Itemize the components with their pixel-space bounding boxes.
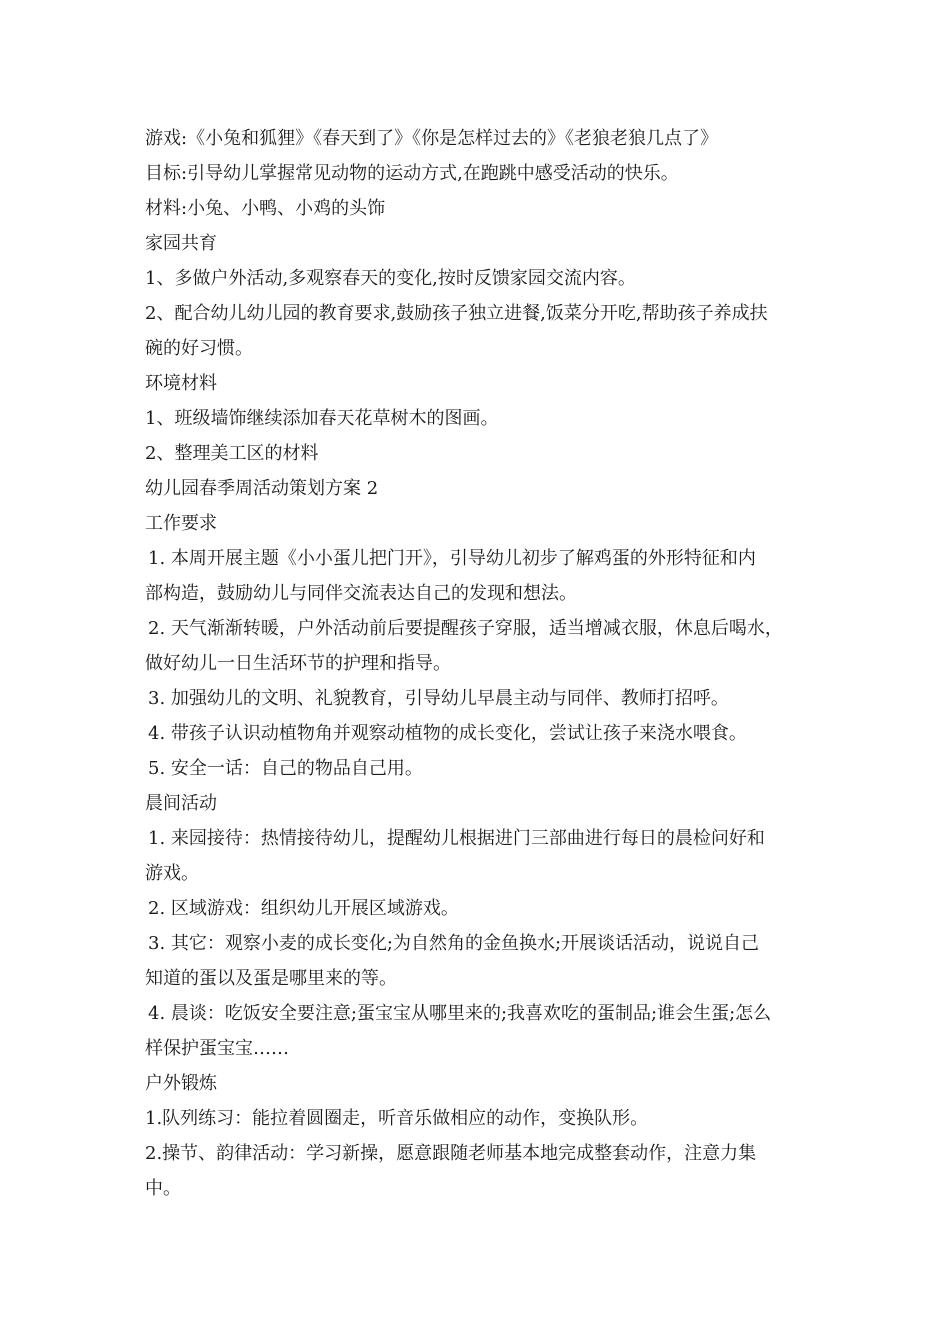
text-line: 知道的蛋以及蛋是哪里来的等。 — [145, 968, 397, 989]
text-line: 游戏。 — [145, 863, 199, 884]
text-line: 户外锻炼 — [145, 1073, 217, 1094]
text-line: 游戏:《小兔和狐狸》《春天到了》《你是怎样过去的》《老狼老狼几点了》 — [145, 128, 719, 149]
document-body — [145, 121, 825, 1206]
text-line: 1、班级墙饰继续添加春天花草树木的图画。 — [145, 408, 499, 429]
text-line: 部构造，鼓励幼儿与同伴交流表达自己的发现和想法。 — [145, 583, 577, 604]
text-line: 幼儿园春季周活动策划方案 2 — [145, 478, 379, 499]
text-line: 晨间活动 — [145, 793, 217, 814]
text-line: 1. 来园接待：热情接待幼儿，提醒幼儿根据进门三部曲进行每日的晨检问好和 — [148, 828, 765, 849]
text-line: 1、多做户外活动,多观察春天的变化,按时反馈家园交流内容。 — [145, 268, 636, 289]
text-line: 家园共育 — [145, 233, 217, 254]
text-line: 2. 区域游戏：组织幼儿开展区域游戏。 — [148, 898, 459, 919]
text-line: 环境材料 — [145, 373, 217, 394]
text-line: 样保护蛋宝宝…… — [145, 1038, 289, 1059]
text-line: 材料:小兔、小鸭、小鸡的头饰 — [145, 198, 386, 219]
text-line: 2、配合幼儿幼儿园的教育要求,鼓励孩子独立进餐,饭菜分开吃,帮助孩子养成扶 — [145, 303, 768, 324]
text-line: 2、整理美工区的材料 — [145, 443, 319, 464]
text-line: 中。 — [145, 1178, 181, 1199]
text-line: 4. 带孩子认识动植物角并观察动植物的成长变化，尝试让孩子来浇水喂食。 — [148, 723, 747, 744]
text-line: 3. 其它：观察小麦的成长变化;为自然角的金鱼换水;开展谈话活动，说说自己 — [148, 933, 760, 954]
text-line: 工作要求 — [145, 513, 217, 534]
text-line: 碗的好习惯。 — [145, 338, 253, 359]
text-line: 5. 安全一话：自己的物品自己用。 — [148, 758, 423, 779]
text-line: 4. 晨谈：吃饭安全要注意;蛋宝宝从哪里来的;我喜欢吃的蛋制品;谁会生蛋;怎么 — [148, 1003, 772, 1024]
text-line: 目标:引导幼儿掌握常见动物的运动方式,在跑跳中感受活动的快乐。 — [145, 163, 679, 184]
text-line: 做好幼儿一日生活环节的护理和指导。 — [145, 653, 451, 674]
text-line: 1. 本周开展主题《小小蛋儿把门开》，引导幼儿初步了解鸡蛋的外形特征和内 — [148, 548, 756, 569]
text-line: 3. 加强幼儿的文明、礼貌教育，引导幼儿早晨主动与同伴、教师打招呼。 — [148, 688, 729, 709]
text-line: 2.操节、韵律活动：学习新操，愿意跟随老师基本地完成整套动作，注意力集 — [145, 1143, 757, 1164]
text-line: 1.队列练习：能拉着圆圈走，听音乐做相应的动作，变换队形。 — [145, 1108, 649, 1129]
text-line: 2. 天气渐渐转暖，户外活动前后要提醒孩子穿服，适当增减衣服，休息后喝水， — [148, 618, 783, 639]
